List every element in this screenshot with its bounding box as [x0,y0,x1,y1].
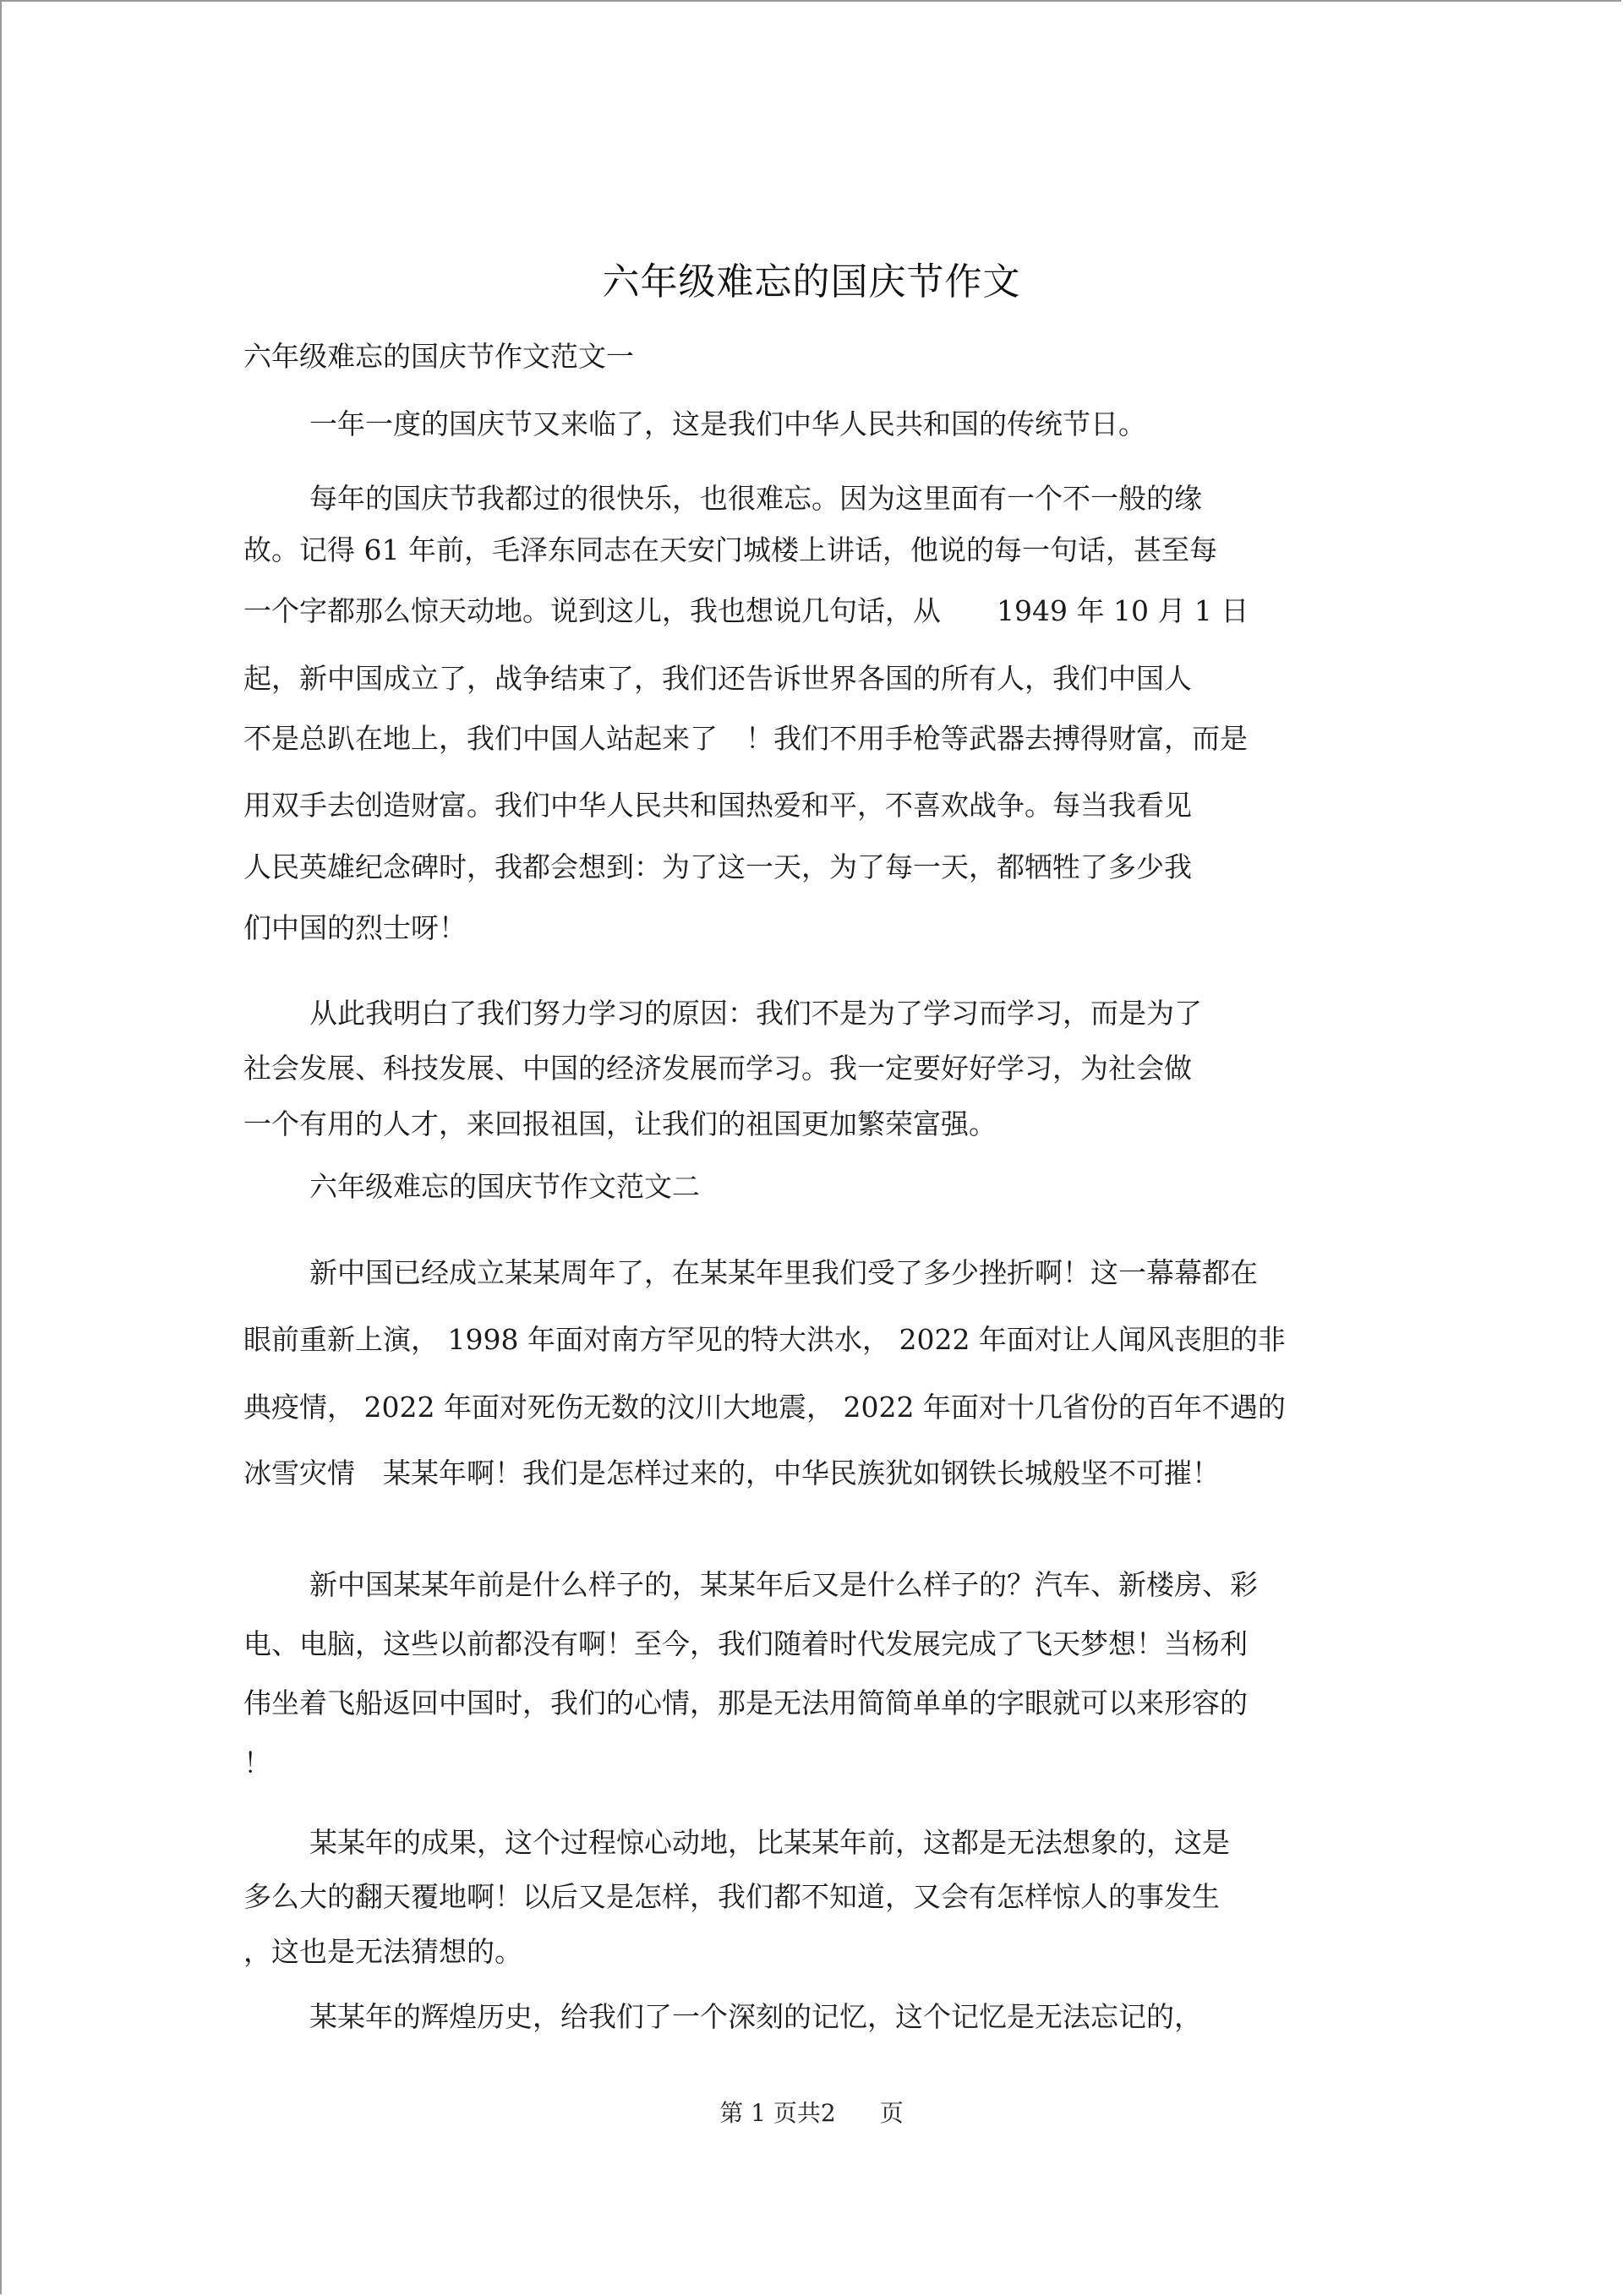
paragraph-line: 一个字都那么惊天动地。说到这儿，我也想说几句话，从 1949 年 10 月 1 日 [243,594,1249,627]
footer-page-middle: 页共 [773,2099,821,2127]
paragraph-line: 人民英雄纪念碑时，我都会想到：为了这一天，为了每一天，都牺牲了多少我 [243,850,1192,883]
paragraph-line: 某某年的辉煌历史，给我们了一个深刻的记忆，这个记忆是无法忘记的， [309,2000,1202,2033]
paragraph-line: 伟坐着飞船返回中国时，我们的心情，那是无法用简简单单的字眼就可以来形容的 [243,1686,1248,1719]
paragraph-line: 电、电脑，这些以前都没有啊！至今，我们随着时代发展完成了飞天梦想！当杨利 [243,1627,1248,1660]
paragraph-line: 不是总趴在地上，我们中国人站起来了 ！我们不用手枪等武器去搏得财富，而是 [243,722,1248,755]
paragraph-line: 多么大的翻天覆地啊！以后又是怎样，我们都不知道，又会有怎样惊人的事发生 [243,1880,1220,1913]
paragraph-line: 新中国已经成立某某周年了，在某某年里我们受了多少挫折啊！这一幕幕都在 [309,1256,1258,1289]
footer-current-page: 1 [751,2099,766,2127]
footer-total-pages: 2 [820,2099,836,2127]
paragraph-line: 冰雪灾情 某某年啊！我们是怎样过来的，中华民族犹如钢铁长城般坚不可摧！ [243,1457,1220,1490]
paragraph-line: 用双手去创造财富。我们中华人民共和国热爱和平，不喜欢战争。每当我看见 [243,789,1192,822]
footer-page-suffix: 页 [879,2099,904,2127]
paragraph-line: 新中国某某年前是什么样子的，某某年后又是什么样子的？汽车、新楼房、彩 [309,1568,1258,1601]
paragraph-line: 起，新中国成立了，战争结束了，我们还告诉世界各国的所有人，我们中国人 [243,662,1192,695]
paragraph-line: 从此我明白了我们努力学习的原因：我们不是为了学习而学习，而是为了 [309,997,1202,1030]
paragraph-line: 眼前重新上演， 1998 年面对南方罕见的特大洪水， 2022 年面对让人闻风丧胆的非 [243,1323,1286,1356]
paragraph-line: ，这也是无法猜想的。 [243,1935,522,1968]
paragraph-line: 社会发展、科技发展、中国的经济发展而学习。我一定要好好学习，为社会做 [243,1052,1192,1085]
paragraph-line: 每年的国庆节我都过的很快乐，也很难忘。因为这里面有一个不一般的缘 [309,482,1202,515]
section-heading-1: 六年级难忘的国庆节作文范文一 [243,340,634,373]
paragraph-line: 典疫情， 2022 年面对死伤无数的汶川大地震， 2022 年面对十几省份的百年不遇的 [243,1391,1286,1424]
document-title: 六年级难忘的国庆节作文 [602,260,1021,303]
paragraph-line: 一个有用的人才，来回报祖国，让我们的祖国更加繁荣富强。 [243,1107,997,1140]
page-footer [0,2095,1623,2132]
paragraph-line: 们中国的烈士呀！ [243,911,467,944]
paragraph-line: 故。记得 61 年前，毛泽东同志在天安门城楼上讲话，他说的每一句话，甚至每 [243,533,1217,566]
section-heading-2: 六年级难忘的国庆节作文范文二 [309,1170,700,1203]
footer-page-prefix: 第 [719,2099,744,2127]
paragraph-line: 一年一度的国庆节又来临了，这是我们中华人民共和国的传统节日。 [309,407,1146,440]
paragraph-line: 某某年的成果，这个过程惊心动地，比某某年前，这都是无法想象的，这是 [309,1826,1230,1859]
paragraph-line: ！ [243,1747,271,1779]
